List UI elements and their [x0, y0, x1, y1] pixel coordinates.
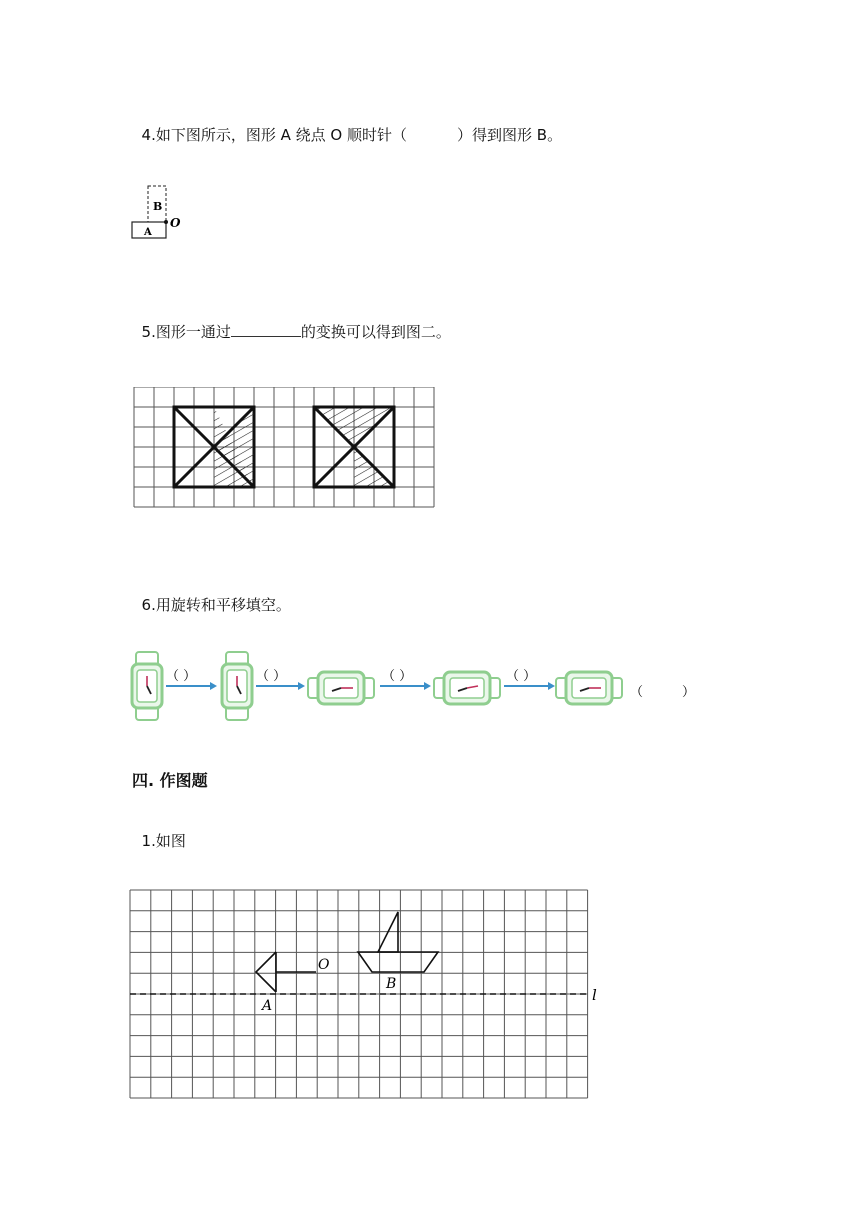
answer-blank[interactable] [231, 322, 301, 337]
grid [130, 890, 588, 1098]
label-o: O [318, 957, 330, 973]
question-number: 4. [141, 126, 156, 144]
answer-paren-1[interactable]: （ ） [166, 669, 197, 684]
figure-one [174, 407, 254, 487]
label-a: A [144, 227, 152, 238]
question-text-end: 的变换可以得到图二。 [300, 323, 451, 341]
question-text: 如图 [155, 832, 186, 850]
grid-figure-drawing [128, 888, 608, 1102]
answer-paren-2[interactable]: （ ） [256, 669, 287, 684]
question-number: 5. [141, 323, 156, 341]
question-5 [132, 303, 451, 342]
drawing-question-1 [132, 812, 186, 851]
shape-a [256, 952, 316, 992]
watch-sequence [128, 650, 708, 726]
label-l: l [592, 986, 597, 1004]
question-text: 用旋转和平移填空。 [155, 596, 291, 614]
shape-b [358, 912, 438, 972]
question-4 [132, 106, 562, 145]
question-text: 图形一通过 [155, 323, 231, 341]
section-title: 四. 作图题 [132, 771, 208, 790]
rotation-figure [128, 182, 188, 244]
grid-figure-q5 [132, 387, 436, 509]
question-number: 1. [141, 832, 156, 850]
label-b: B [153, 200, 163, 213]
watch-icon [132, 652, 162, 720]
watch-icon [308, 672, 374, 704]
watch-icon [222, 652, 252, 720]
question-text-end: ）得到图形 B。 [457, 126, 563, 144]
answer-paren-3[interactable]: （ ） [382, 669, 413, 684]
question-6 [132, 576, 291, 615]
watch-icon [434, 672, 500, 704]
question-number: 6. [141, 596, 156, 614]
label-a: A [262, 998, 273, 1014]
answer-paren-4[interactable]: （ ） [506, 669, 537, 684]
question-text: 如下图所示，图形 A 绕点 O 顺时针（ [155, 126, 408, 144]
answer-paren-final[interactable]: （ ） [630, 685, 696, 700]
watch-icon [556, 672, 622, 704]
label-o: O [170, 216, 181, 230]
label-b: B [386, 976, 397, 992]
point-o [164, 220, 168, 224]
